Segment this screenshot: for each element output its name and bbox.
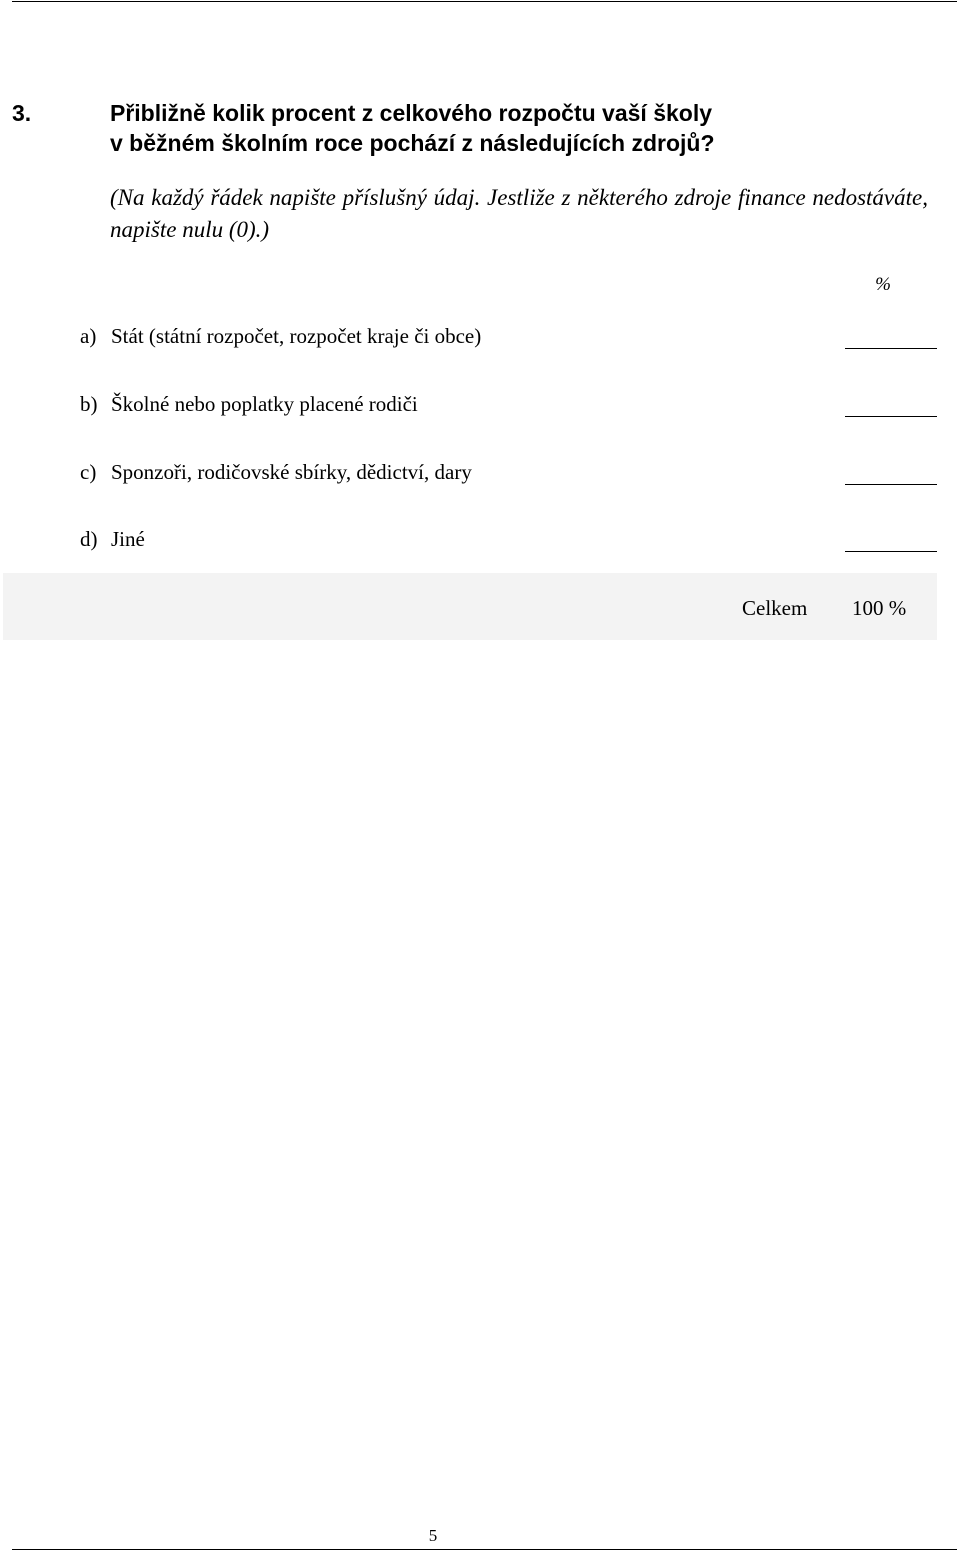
item-letter: a) <box>80 324 97 348</box>
item-letter: d) <box>80 527 98 551</box>
percent-answer-field[interactable] <box>845 416 937 417</box>
item-label: Sponzoři, rodičovské sbírky, dědictví, dary <box>111 460 472 484</box>
page-number: 5 <box>428 1526 438 1545</box>
bottom-rule <box>12 1549 957 1550</box>
top-rule <box>12 1 957 2</box>
percent-answer-field[interactable] <box>845 484 937 485</box>
question-number: 3. <box>12 100 32 126</box>
item-letter: b) <box>80 392 98 416</box>
question-title-line-1: Přibližně kolik procent z celkového rozpočtu vaší školy <box>110 100 713 126</box>
item-label: Jiné <box>111 527 145 551</box>
item-label: Stát (státní rozpočet, rozpočet kraje či obce) <box>111 324 482 348</box>
item-letter: c) <box>80 460 97 484</box>
list-item-sponsors <box>0 456 960 488</box>
total-label: Celkem <box>742 596 808 620</box>
list-item-state <box>0 320 960 352</box>
question-title-line-2: v běžném školním roce pochází z následujících zdrojů? <box>110 130 715 156</box>
question-instruction: (Na každý řádek napište příslušný údaj. Jestliže z některého zdroje finance nedostáváte, napište nulu (0).) <box>110 185 928 242</box>
percent-column-header: % <box>875 274 891 295</box>
list-item-other <box>0 523 960 555</box>
percent-answer-field[interactable] <box>845 348 937 349</box>
total-value: 100 % <box>852 596 907 620</box>
percent-answer-field[interactable] <box>845 551 937 552</box>
list-item-tuition <box>0 388 960 420</box>
question-title <box>110 98 940 158</box>
item-label: Školné nebo poplatky placené rodiči <box>111 392 418 416</box>
